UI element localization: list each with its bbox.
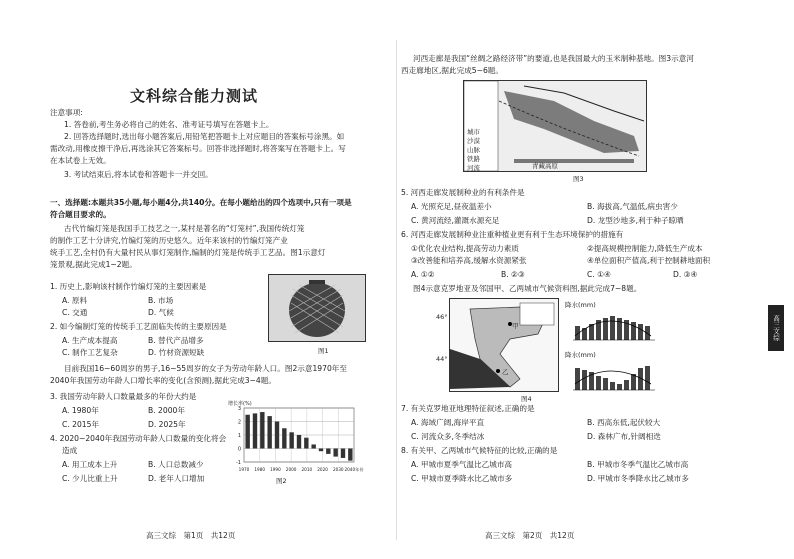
passage1-line3: 统手工艺,全村仍有大量村民从事灯笼制作,编制的灯笼是传统手工艺品。图1示意灯: [50, 248, 326, 257]
fig2-xtick-label: 1980: [254, 467, 266, 472]
q1-b: B. 市场: [148, 296, 174, 305]
fig2-bar: [289, 432, 293, 448]
section1-heading: 一、选择题:本题共35小题,每小题4分,共140分。在每小题给出的四个选项中,只有一项是: [50, 198, 352, 207]
climate-chart-b: [565, 350, 657, 394]
fig2-ytick-label: 2: [237, 419, 241, 426]
fig4-city-b: 乙: [502, 368, 509, 376]
fig3-legend-desert: 沙漠: [467, 137, 480, 145]
q6-o3: ③改善能和培养高,缓解水资源紧张: [411, 256, 527, 265]
fig4-caption: 图4: [521, 395, 532, 403]
q5-a: A. 光照充足,昼夜温差小: [411, 202, 492, 211]
fig2-caption: 图2: [276, 477, 287, 485]
fig2-bar: [245, 415, 249, 449]
fig2-xtick-label: 2000: [285, 467, 297, 472]
q2-b: B. 替代产品增多: [148, 336, 204, 345]
q2-a: A. 生产成本提高: [62, 336, 118, 345]
q6-stem: 6. 河西走廊发展制种业注重种植业更有利于生态环境保护的措施有: [401, 230, 624, 239]
q2-c: C. 制作工艺复杂: [62, 348, 118, 357]
q1-a: A. 原料: [62, 296, 88, 305]
q3-a: A. 1980年: [62, 406, 99, 415]
fig2-xtick-label: 2020: [317, 467, 328, 472]
section1-heading-2: 符合题目要求的。: [50, 210, 111, 219]
fig2-bar: [319, 449, 323, 452]
q2-d: D. 竹材资源短缺: [148, 348, 205, 357]
page-title: 文科综合能力测试: [130, 87, 259, 105]
q5-c: C. 黄河流经,灌溉水源充足: [411, 216, 500, 225]
q3-stem: 3. 我国劳动年龄人口数量最多的年份大约是: [50, 392, 197, 401]
right-intro-1: 河西走廊是我国“丝绸之路经济带”的要道,也是我国最大的玉米制种基地。图3示意河: [413, 54, 694, 63]
q8-d: D. 甲城市冬季降水比乙城市多: [587, 474, 689, 483]
fig2-bar: [260, 412, 264, 448]
lantern-photo: [268, 274, 366, 342]
fig3-svg: [464, 81, 646, 171]
q1-c: C. 交通: [62, 308, 88, 317]
q7-stem: 7. 有关克罗地亚地理特征叙述,正确的是: [401, 404, 535, 413]
passage1-line2: 的制作工艺十分讲究,竹编灯笼的历史悠久。近年来该村的竹编灯笼产业: [50, 236, 288, 245]
fig2-xtick-label: 1990: [270, 467, 281, 472]
q5-b: B. 海拔高,气温低,病虫害少: [587, 202, 678, 211]
fig4-lat-44: 44°: [436, 355, 448, 363]
passage2-line1: 目前我国16~60周岁的男子,16~55周岁的女子为劳动年龄人口。图2示意1970年至: [64, 364, 347, 373]
q5-d: D. 龙型沙地多,利于种子晾晒: [587, 216, 684, 225]
side-tab: 高三文综: [768, 305, 784, 351]
fig2-bar: [253, 413, 257, 448]
q6-o4: ④单位面积产值高,利于控制耕地面积: [587, 256, 711, 265]
q6-o2: ②提高规模控制能力,降低生产成本: [587, 244, 703, 253]
fig2-bar: [267, 416, 271, 448]
q2-stem: 2. 如今编制灯笼的传统手工艺面临失传的主要原因是: [50, 322, 227, 331]
fig2-chart: [226, 398, 364, 476]
q3-b: B. 2000年: [148, 406, 185, 415]
footer-left: 高三文综 第1页 共12页: [146, 531, 236, 540]
q8-stem: 8. 有关甲、乙两城市气候特征的比较,正确的是: [401, 446, 558, 455]
fig3-map: [463, 80, 647, 172]
fig4-lat-46: 46°: [436, 313, 448, 321]
fig3-caption: 图3: [573, 175, 584, 183]
fig2-bar: [282, 428, 286, 448]
q6-b: B. ②③: [501, 270, 525, 279]
notice-heading: 注意事项:: [50, 108, 83, 117]
climate-chart-a: [565, 300, 657, 344]
fig2-xtick-label: 1970: [238, 467, 250, 472]
lantern-illustration: [269, 275, 365, 341]
fig2-bar: [341, 449, 345, 458]
fig2-ytick-label: 0: [237, 446, 241, 453]
q6-d: D. ③④: [673, 270, 698, 279]
fig4-city-a: 甲: [512, 322, 519, 330]
fig3-legend-river: 河流: [467, 164, 480, 172]
q7-b: B. 西高东低,起伏较大: [587, 418, 661, 427]
q3-d: D. 2025年: [148, 420, 186, 429]
q3-c: C. 2015年: [62, 420, 100, 429]
fig2-xtick-label: 2030: [332, 467, 344, 472]
q7-d: D. 森林广布,针阔相迭: [587, 432, 661, 441]
footer-right: 高三文综 第2页 共12页: [485, 531, 575, 540]
fig2-bar: [333, 449, 337, 457]
notice-2b: 需改动,用橡皮擦干净后,再选涂其它答案标号。回答非选择题时,将答案写在答题卡上。写: [50, 144, 346, 153]
right-intro-2: 西走廊地区,据此完成5~6题。: [401, 66, 503, 75]
fig3-legend-city: 城市: [467, 128, 480, 136]
fig2-bar: [297, 435, 301, 449]
q5-stem: 5. 河西走廊发展制种业的有利条件是: [401, 188, 525, 197]
q4-stem-2: 造成: [62, 446, 78, 455]
passage4: 图4示意克罗地亚及邻国甲、乙两城市气候资料图,据此完成7~8题。: [413, 284, 642, 293]
fig2-bar: [326, 449, 330, 454]
fig2-bar: [304, 438, 308, 449]
fig3-legend-railway: 铁路: [467, 155, 480, 163]
passage2-line2: 2040年我国劳动年龄人口增长率的变化(含预测),据此完成3~4题。: [50, 376, 276, 385]
notice-1: 1. 答卷前,考生务必将自己的姓名、准考证号填写在答题卡上。: [64, 120, 274, 129]
fig4-svg: [450, 299, 558, 391]
notice-3: 3. 考试结束后,将本试卷和答题卡一并交回。: [64, 170, 213, 179]
passage1-line4: 笼景观,据此完成1~2题。: [50, 260, 137, 269]
q6-a: A. ①②: [411, 270, 435, 279]
fig2-ylabel: 增长率(%): [228, 401, 252, 407]
fig2-bar: [275, 422, 279, 449]
q7-c: C. 河流众多,冬季结冰: [411, 432, 485, 441]
q4-a: A. 用工成本上升: [62, 460, 118, 469]
fig1-caption: 图1: [318, 347, 329, 355]
q4-d: D. 老年人口增加: [148, 474, 205, 483]
fig2-xtick-label: 2040年份: [344, 467, 364, 472]
notice-2c: 在本试卷上无效。: [50, 156, 111, 165]
q4-c: C. 少儿比重上升: [62, 474, 118, 483]
q7-a: A. 海域广阔,海岸平直: [411, 418, 485, 427]
q1-stem: 1. 历史上,影响该村制作竹编灯笼的主要因素是: [50, 282, 207, 291]
q8-b: B. 甲城市冬季气温比乙城市高: [587, 460, 689, 469]
notice-2: 2. 回答选择题时,选出每小题答案后,用铅笔把答题卡上对应题目的答案标号涂黑。如: [64, 132, 345, 141]
fig2-bar: [348, 449, 352, 461]
q1-d: D. 气候: [148, 308, 174, 317]
climate-chart-a-label: 降水(mm): [565, 301, 596, 309]
q6-c: C. ①④: [587, 270, 611, 279]
fig3-legend-mountain: 山脉: [467, 146, 480, 154]
q6-o1: ①优化农业结构,提高劳动力素质: [411, 244, 519, 253]
fig2-bar: [311, 444, 315, 448]
fig2-xtick-label: 2010: [301, 467, 313, 472]
q8-c: C. 甲城市夏季降水比乙城市多: [411, 474, 513, 483]
passage1-line1: 古代竹编灯笼是我国手工技艺之一,某村是著名的“灯笼村”,我国传统灯笼: [64, 224, 305, 233]
fig2-ytick-label: -1: [236, 460, 241, 466]
fig4-map: [436, 298, 559, 392]
fig3-region-label: 青藏高原: [532, 162, 558, 170]
fig2-ytick-label: 1: [237, 433, 241, 439]
q8-a: A. 甲城市夏季气温比乙城市高: [411, 460, 513, 469]
fig2-svg: [226, 398, 364, 476]
q4-b: B. 人口总数减少: [148, 460, 204, 469]
climate-chart-b-label: 降水(mm): [565, 351, 596, 359]
q4-stem: 4. 2020~2040年我国劳动年龄人口数量的变化将会: [50, 434, 227, 443]
right-page: [397, 0, 794, 559]
fig2-ytick-label: 3: [237, 406, 241, 412]
